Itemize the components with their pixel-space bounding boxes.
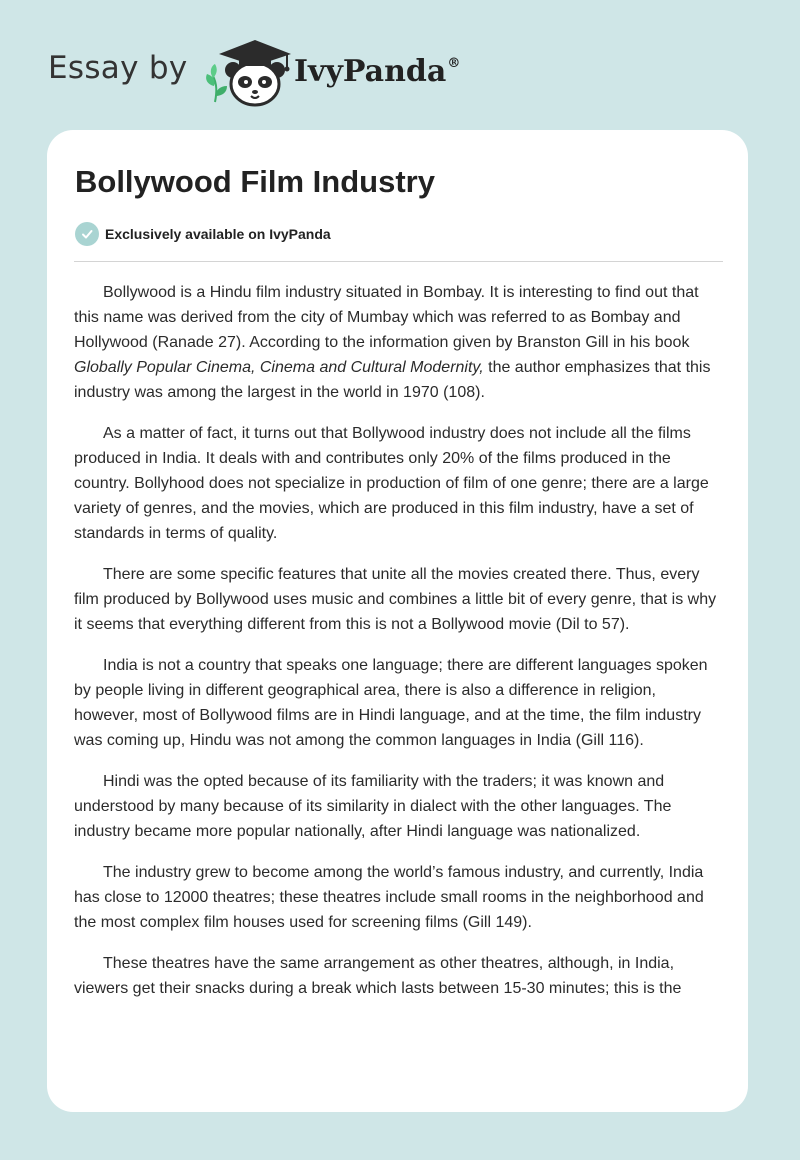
- essay-paragraph: [74, 769, 722, 844]
- essay-body: [74, 280, 722, 1017]
- page-title: Bollywood Film Industry: [75, 164, 435, 199]
- paragraph-text: The industry grew to become among the world’s famous industry, and currently, India has close to 12000 theatres; these theatres include small rooms in the neighborhood and the most complex film houses used for screening films (Gill 149).: [74, 864, 704, 931]
- book-title: Globally Popular Cinema, Cinema and Cultural Modernity,: [74, 359, 484, 376]
- essay-card: [47, 130, 748, 1112]
- brand-header: [46, 36, 486, 108]
- brand-name-text: IvyPanda: [294, 54, 447, 89]
- panda-logo-icon: [203, 36, 295, 108]
- essay-paragraph: [74, 653, 722, 753]
- paragraph-text: Hindi was the opted because of its familiarity with the traders; it was known and understood by many because of its similarity in dialect with the other languages. The industry became more popular nationally, after Hindi language was nationalized.: [74, 773, 672, 840]
- registered-mark: ®: [447, 56, 461, 71]
- essay-paragraph: [74, 951, 722, 1001]
- essay-paragraph: [74, 860, 722, 935]
- exclusive-badge: [75, 222, 331, 246]
- essay-paragraph: [74, 280, 722, 405]
- checkmark-circle-icon: [75, 222, 99, 246]
- essay-paragraph: [74, 421, 722, 546]
- brand-prefix: Essay by: [48, 50, 188, 86]
- title-divider: [74, 261, 723, 262]
- paragraph-text-cont: the author emphasizes that this industry was among the largest in the world in 1970 (108).: [74, 359, 711, 401]
- brand-name: [294, 54, 460, 89]
- essay-paragraph: [74, 562, 722, 637]
- paragraph-text: As a matter of fact, it turns out that Bollywood industry does not include all the films produced in India. It deals with and contributes only 20% of the films produced in the country. Bollyhood does not specialize in production of film of one genre; there are a large variety of genres, and the movies, which are produced in this film industry, have a set of standards in terms of quality.: [74, 425, 709, 542]
- paragraph-text: There are some specific features that unite all the movies created there. Thus, every film produced by Bollywood uses music and combines a little bit of every genre, that is why it seems that everything different from this is not a Bollywood movie (Dil to 57).: [74, 566, 717, 633]
- paragraph-text: Bollywood is a Hindu film industry situated in Bombay. It is interesting to find out that this name was derived from the city of Mumbay which was referred to as Bombay and Hollywood (Ranade 27). According to the information given by Branston Gill in his book: [74, 284, 699, 351]
- paragraph-text: These theatres have the same arrangement as other theatres, although, in India, viewers get their snacks during a break which lasts between 15-30 minutes; this is the: [74, 955, 682, 997]
- badge-label: Exclusively available on IvyPanda: [105, 226, 331, 242]
- paragraph-text: India is not a country that speaks one language; there are different languages spoken by people living in different geographical area, there is also a difference in religion, however, most of Bollywood films are in Hindi language, and at the time, the film industry was coming up, Hindu was not among the common languages in India (Gill 116).: [74, 657, 708, 749]
